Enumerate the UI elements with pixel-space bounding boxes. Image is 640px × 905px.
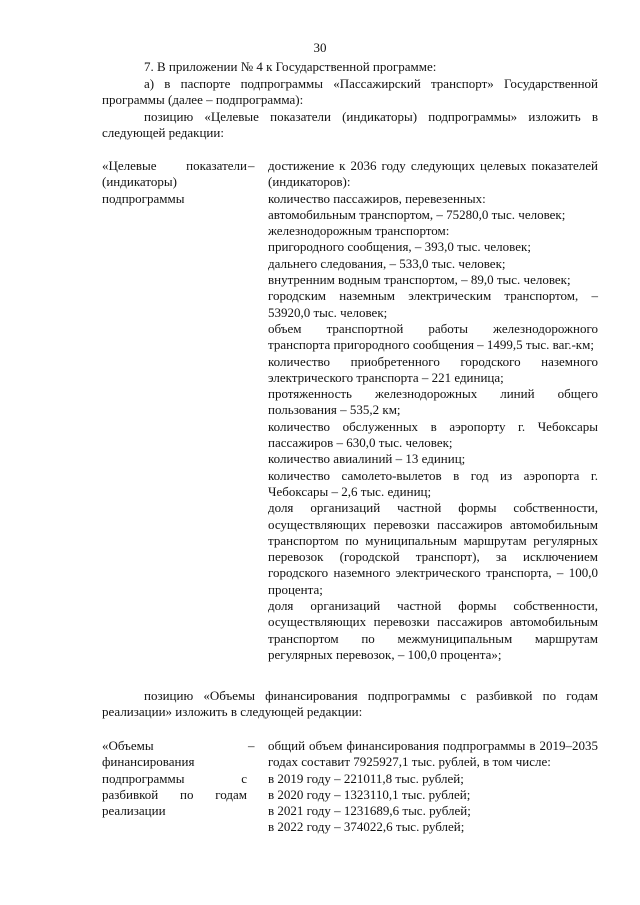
funding-line: в 2022 году – 374022,6 тыс. рублей; <box>268 819 465 835</box>
targets-line: железнодорожным транспортом: <box>268 223 450 239</box>
targets-dash: – <box>248 158 255 173</box>
targets-line: доля организаций частной формы собственности, осуществляющих перевозки пассажиров автомобильным транспортом по межмуниципальным маршрутам регулярных перевозок, – 100,0 процента»; <box>268 598 598 662</box>
targets-line: пригородного сообщения, – 393,0 тыс. человек; <box>268 239 531 255</box>
funding-list <box>268 738 598 836</box>
funding-line: в 2019 году – 221011,8 тыс. рублей; <box>268 770 464 786</box>
targets-line: доля организаций частной формы собственности, осуществляющих перевозки пассажиров автомобильным транспортом по муниципальным маршрутам регулярных перевозок (городской транспорт), за исключением городского наземного электрического транспорта, – 100,0 процента; <box>268 500 598 597</box>
targets-line: достижение к 2036 году следующих целевых показателей (индикаторов): <box>268 158 598 190</box>
targets-line: объем транспортной работы железнодорожного транспорта пригородного сообщения – 1499,5 тыс. ваг.-км; <box>268 320 598 353</box>
page-number: 30 <box>313 40 327 55</box>
position-funding: позицию «Объемы финансирования подпрограммы с разбивкой по годам реализации» изложить в следующей редакции: <box>102 688 598 720</box>
targets-list <box>268 158 598 663</box>
intro-position-targets: позицию «Целевые показатели (индикаторы) подпрограммы» изложить в следующей редакции: <box>102 109 598 141</box>
funding-dash: – <box>248 738 255 753</box>
targets-line: количество самолето-вылетов в год из аэропорта г. Чебоксары – 2,6 тыс. единиц; <box>268 467 598 499</box>
targets-line: количество обслуженных в аэропорту г. Чебоксары пассажиров – 630,0 тыс. человек; <box>268 418 598 451</box>
funding-line: общий объем финансирования подпрограммы в 2019–2035 годах составит 7925927,1 тыс. рублей, в том числе: <box>268 738 598 770</box>
targets-line: внутренним водным транспортом, – 89,0 тыс. человек; <box>268 272 571 288</box>
targets-line: городским наземным электрическим транспортом, – 53920,0 тыс. человек; <box>268 288 598 320</box>
funding-line: в 2020 году – 1323110,1 тыс. рублей; <box>268 786 471 802</box>
funding-label: «Объемы финансирования подпрограммы с разбивкой по годам реализации <box>102 738 247 819</box>
targets-label: «Целевые показатели (индикаторы) подпрограммы <box>102 158 247 206</box>
targets-line: дальнего следования, – 533,0 тыс. человек; <box>268 255 506 271</box>
funding-line: в 2021 году – 1231689,6 тыс. рублей; <box>268 803 471 819</box>
targets-line: автомобильным транспортом, – 75280,0 тыс. человек; <box>268 206 566 222</box>
intro-subitem: а) в паспорте подпрограммы «Пассажирский транспорт» Государственной программы (далее – подпрограмма): <box>102 76 598 108</box>
targets-line: количество приобретенного городского наземного электрического транспорта – 221 единица; <box>268 353 598 385</box>
intro-item: 7. В приложении № 4 к Государственной программе: <box>144 59 437 74</box>
targets-line: количество авиалиний – 13 единиц; <box>268 451 466 467</box>
targets-line: протяженность железнодорожных линий общего пользования – 535,2 км; <box>268 386 598 418</box>
targets-line: количество пассажиров, перевезенных: <box>268 190 486 206</box>
